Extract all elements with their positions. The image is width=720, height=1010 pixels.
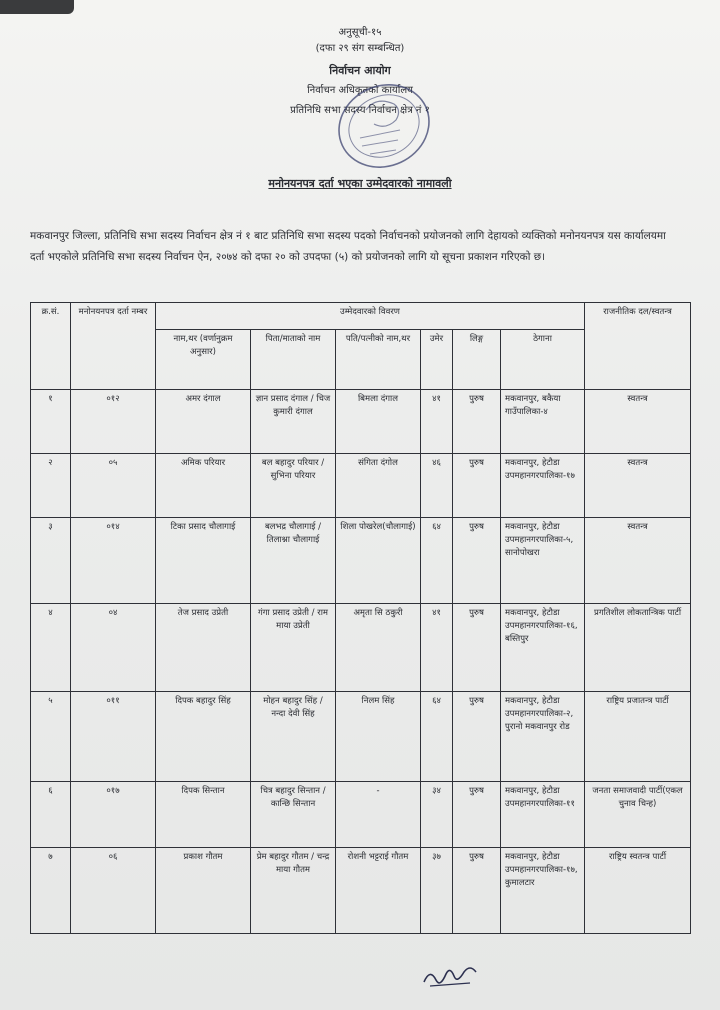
- cell-age: ३७: [421, 848, 453, 934]
- cell-name: अमिक परियार: [156, 454, 251, 518]
- cell-spouse: -: [336, 782, 421, 848]
- intro-paragraph: मकवानपुर जिल्ला, प्रतिनिधि सभा सदस्य निर्वाचन क्षेत्र नं १ बाट प्रतिनिधि सभा सदस्य पदको निर्वाचनको प्रयोजनको लागि देहायको व्यक्तिको मनोनयनपत्र यस कार्यालयमा दर्ता भएकोले प्रतिनिधि सभा सदस्य निर्वाचन ऐन, २०७४ को दफा २० को उपदफा (५) को प्रयोजनको लागि यो सूचना प्रकाशन गरिएको छ।: [30, 230, 666, 263]
- cell-parent: बलभद्र चौलागाई / तिलाश्ना चौलागाई: [251, 518, 336, 604]
- header-party: राजनीतिक दल/स्वतन्त्र: [585, 303, 691, 390]
- cell-reg: ०११: [71, 692, 156, 782]
- table-header-row: [31, 303, 691, 330]
- cell-reg: ०१७: [71, 782, 156, 848]
- cell-parent: बल बहादुर परियार / सुभिना परियार: [251, 454, 336, 518]
- cell-reg: ०१२: [71, 390, 156, 454]
- header-spouse: पति/पत्नीको नाम,थर: [336, 330, 421, 390]
- cell-gender: पुरुष: [453, 518, 501, 604]
- cell-party: स्वतन्त्र: [585, 390, 691, 454]
- cell-age: ४१: [421, 604, 453, 692]
- cell-age: ३४: [421, 782, 453, 848]
- header-registration-number: मनोनयनपत्र दर्ता नम्बर: [71, 303, 156, 390]
- cell-parent: चित्र बहादुर सिन्तान / कान्छि सिन्तान: [251, 782, 336, 848]
- cell-spouse: अमृता सि ठकुरी: [336, 604, 421, 692]
- cell-gender: पुरुष: [453, 604, 501, 692]
- commission-name: निर्वाचन आयोग: [329, 64, 391, 77]
- cell-spouse: रोशनी भट्टराई गौतम: [336, 848, 421, 934]
- table-row: [31, 454, 691, 518]
- candidate-table: [30, 302, 691, 934]
- cell-sn: १: [31, 390, 71, 454]
- header-candidate-details: उम्मेदवारको विवरण: [156, 303, 585, 330]
- cell-address: मकवानपुर, हेटौडा उपमहानगरपालिका-१७: [501, 454, 585, 518]
- cell-party: प्रगतिशील लोकतान्त्रिक पार्टी: [585, 604, 691, 692]
- cell-name: प्रकाश गौतम: [156, 848, 251, 934]
- cell-spouse: संगिता दंगोल: [336, 454, 421, 518]
- office-seal-stamp: [326, 80, 436, 178]
- cell-reg: ०५: [71, 454, 156, 518]
- cell-address: मकवानपुर, हेटौडा उपमहानगरपालिका-१७, कुमालटार: [501, 848, 585, 934]
- cell-age: ४६: [421, 454, 453, 518]
- cell-sn: ७: [31, 848, 71, 934]
- cell-party: राष्ट्रिय स्वतन्त्र पार्टी: [585, 848, 691, 934]
- cell-sn: ५: [31, 692, 71, 782]
- cell-reg: ०६: [71, 848, 156, 934]
- cell-sn: ४: [31, 604, 71, 692]
- binder-clip: [0, 0, 74, 14]
- cell-name: टिका प्रसाद चौलागाई: [156, 518, 251, 604]
- header-address: ठेगाना: [501, 330, 585, 390]
- cell-reg: ०१४: [71, 518, 156, 604]
- cell-sn: २: [31, 454, 71, 518]
- cell-parent: ज्ञान प्रसाद दंगाल / चिज कुमारी दंगाल: [251, 390, 336, 454]
- header-gender: लिङ्ग: [453, 330, 501, 390]
- table-row: [31, 692, 691, 782]
- cell-name: अमर दंगाल: [156, 390, 251, 454]
- cell-sn: ६: [31, 782, 71, 848]
- cell-spouse: निलम सिंह: [336, 692, 421, 782]
- cell-parent: मोहन बहादुर सिंह / नन्दा देवी सिंह: [251, 692, 336, 782]
- cell-gender: पुरुष: [453, 454, 501, 518]
- cell-gender: पुरुष: [453, 692, 501, 782]
- schedule-number: अनुसूची-१५: [338, 27, 382, 38]
- cell-sn: ३: [31, 518, 71, 604]
- cell-address: मकवानपुर, हेटौडा उपमहानगरपालिका-५, सानोपोखरा: [501, 518, 585, 604]
- cell-name: दिपक बहादुर सिंह: [156, 692, 251, 782]
- cell-spouse: शिला पोखरेल(चौलागाई): [336, 518, 421, 604]
- cell-address: मकवानपुर, हेटौडा उपमहानगरपालिका-१६, बस्तिपुर: [501, 604, 585, 692]
- cell-name: तेज प्रसाद उप्रेती: [156, 604, 251, 692]
- table-row: [31, 782, 691, 848]
- cell-gender: पुरुष: [453, 390, 501, 454]
- table-row: [31, 848, 691, 934]
- header-name: नाम,थर (वर्णानुक्रम अनुसार): [156, 330, 251, 390]
- header-parent: पिता/माताको नाम: [251, 330, 336, 390]
- cell-party: जनता समाजवादी पार्टी(एकल चुनाव चिन्ह): [585, 782, 691, 848]
- cell-party: स्वतन्त्र: [585, 454, 691, 518]
- cell-name: दिपक सिन्तान: [156, 782, 251, 848]
- rule-reference: (दफा २९ संग सम्बन्धित): [315, 43, 405, 54]
- constituency-name: प्रतिनिधि सभा सदस्य निर्वाचन क्षेत्र नं १: [290, 105, 430, 116]
- cell-parent: गंगा प्रसाद उप्रेती / राम माया उप्रेती: [251, 604, 336, 692]
- table-row: [31, 604, 691, 692]
- cell-address: मकवानपुर, हेटौडा उपमहानगरपालिका-११: [501, 782, 585, 848]
- cell-spouse: बिमला दंगाल: [336, 390, 421, 454]
- cell-address: मकवानपुर, हेटौडा उपमहानगरपालिका-२, पुरानो मकवानपुर रोड: [501, 692, 585, 782]
- cell-age: ६४: [421, 518, 453, 604]
- document-title: [0, 176, 720, 191]
- cell-age: ४१: [421, 390, 453, 454]
- cell-parent: प्रेम बहादुर गौतम / चन्द्र माया गौतम: [251, 848, 336, 934]
- table-row: [31, 390, 691, 454]
- header-age: उमेर: [421, 330, 453, 390]
- table-row: [31, 518, 691, 604]
- handwritten-signature: [420, 962, 480, 992]
- cell-party: राष्ट्रिय प्रजातन्त्र पार्टी: [585, 692, 691, 782]
- cell-address: मकवानपुर, बकैया गाउँपालिका-४: [501, 390, 585, 454]
- office-name: निर्वाचन अधिकृतको कार्यालय: [307, 85, 413, 96]
- cell-party: स्वतन्त्र: [585, 518, 691, 604]
- cell-gender: पुरुष: [453, 848, 501, 934]
- cell-gender: पुरुष: [453, 782, 501, 848]
- cell-age: ६४: [421, 692, 453, 782]
- cell-reg: ०४: [71, 604, 156, 692]
- document-title-text: मनोनयनपत्र दर्ता भएका उम्मेदवारको नामावली: [268, 177, 452, 190]
- header-sn: क्र.सं.: [31, 303, 71, 390]
